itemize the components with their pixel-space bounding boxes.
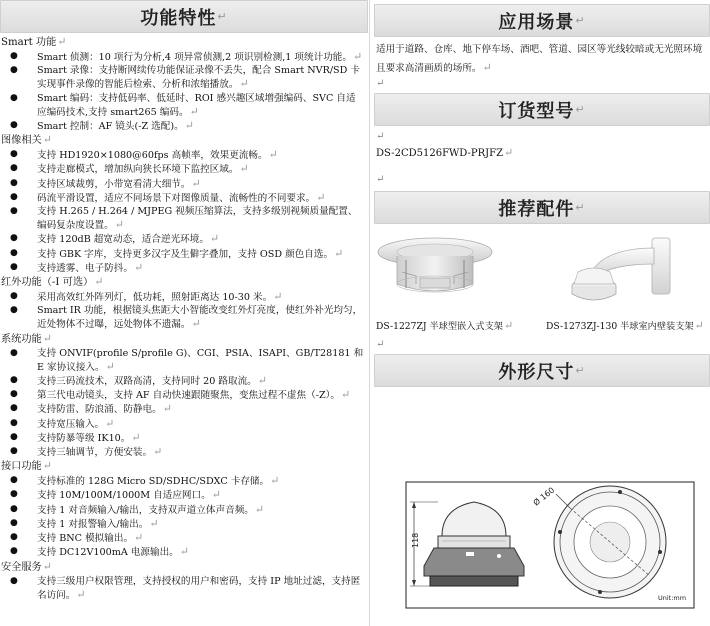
feature-bullet-list (0, 290, 368, 332)
bullet-icon: ● (10, 191, 18, 202)
feature-item: ● 支持 10M/100M/1000M 自适应网口。↵ (10, 488, 221, 502)
feature-item: ● 支持 1 对报警输入/输出。↵ (10, 516, 159, 530)
feature-item: ● 支持 1 对音频输入/输出，支持双声道立体声音频。↵ (10, 502, 265, 516)
order-model-header: 订货型号 ↵ (374, 93, 710, 126)
bullet-icon: ● (10, 417, 18, 428)
bullet-icon: ● (10, 233, 18, 244)
feature-item: ● 支持三轴调节，方便安装。↵ (10, 445, 163, 459)
feature-category: 系统功能↵ (1, 331, 52, 345)
paragraph-mark-icon: ↵ (376, 339, 385, 350)
feature-item: ● 支持防雷、防浪涌、防静电。↵ (10, 402, 172, 416)
feature-item: ● 码流平滑设置，适应不同场景下对图像质量、流畅性的不同要求。↵ (10, 190, 326, 204)
feature-item: ● 支持 GBK 字库，支持更多汉字及生僻字叠加，支持 OSD 颜色自选。↵ (10, 246, 344, 260)
feature-item: ● 支持 120dB 超宽动态，适合逆光环境。↵ (10, 232, 220, 246)
feature-bullet-list (0, 50, 368, 133)
feature-item: ● Smart 控制：AF 镜头(-Z 选配)。↵ (10, 119, 194, 133)
bullet-icon: ● (10, 503, 18, 514)
bullet-icon: ● (10, 446, 18, 457)
bullet-icon: ● (10, 546, 18, 557)
bullet-icon: ● (10, 120, 18, 131)
feature-item: ● 第三代电动镜头，支持 AF 自动快速跟随聚焦，变焦过程不虚焦（-Z）。↵ (10, 388, 351, 402)
feature-bullet-list (0, 474, 368, 559)
bullet-icon: ● (10, 51, 18, 61)
flush-mount-bracket-image (376, 232, 494, 304)
bullet-icon: ● (10, 431, 18, 442)
feature-item: ● 支持三级用户权限管理，支持授权的用户和密码，支持 IP 地址过滤，支持匿名访问。↵ (10, 575, 361, 601)
feature-item: ● 支持宽压输入。↵ (10, 416, 115, 430)
bullet-icon: ● (10, 403, 18, 414)
feature-item: ● Smart IR 功能，根据镜头焦距大小智能改变红外灯亮度，使红外补光均匀，近处物体不过曝，远处物体不遗漏。↵ (10, 305, 363, 331)
features-header: 功能特性 ↵ (0, 0, 368, 33)
accessories-header: 推荐配件 ↵ (374, 191, 710, 224)
feature-item: ● 支持 ONVIF(profile S/profile G)、CGI、PSIA、ISAPI、GB/T28181 和 E 家协议接入。↵ (10, 347, 364, 373)
bullet-icon: ● (10, 206, 18, 217)
feature-category: Smart 功能↵ (1, 35, 67, 48)
feature-category: 红外功能（-I 可选）↵ (1, 275, 104, 289)
accessory-caption: DS-1273ZJ-130 半球室内壁装支架↵ (546, 319, 704, 332)
accessory-caption: DS-1227ZJ 半球型嵌入式支架↵ (376, 319, 514, 332)
feature-item: ● 支持区域裁剪，小带宽看清大细节。↵ (10, 176, 201, 190)
feature-item: ● 支持 H.265 / H.264 / MJPEG 视频压缩算法，支持多级别视频质量配置、编码复杂度设置。↵ (10, 206, 358, 232)
feature-category: 图像相关↵ (1, 133, 52, 147)
bullet-icon: ● (10, 532, 18, 543)
feature-item: ● 支持走廊模式，增加纵向狭长环境下监控区域。↵ (10, 162, 249, 176)
feature-item: ● 支持透雾、电子防抖。↵ (10, 260, 144, 274)
unit-label: Unit:mm (658, 594, 687, 602)
feature-item: ● 支持标准的 128G Micro SD/SDHC/SDXC 卡存储。↵ (10, 474, 280, 488)
bullet-icon: ● (10, 305, 18, 316)
application-header: 应用场景 ↵ (374, 4, 710, 37)
bullet-icon: ● (10, 347, 18, 358)
camera-side-view (424, 502, 524, 586)
feature-item: ● 支持 BNC 模拟输出。↵ (10, 531, 144, 545)
feature-item: ● 采用高效红外阵列灯，低功耗，照射距离达 10-30 米。↵ (10, 290, 283, 304)
height-dimension-label: 118 (411, 532, 420, 548)
model-number: DS-2CD5126FWD-PRJFZ↵ (376, 146, 514, 159)
info-column (374, 0, 710, 626)
bullet-icon: ● (10, 517, 18, 528)
feature-item: ● 支持 HD1920×1080@60fps 高帧率，效果更流畅。↵ (10, 148, 278, 162)
feature-category: 安全服务↵ (1, 559, 52, 573)
accessories-row (374, 224, 710, 334)
bullet-icon: ● (10, 575, 18, 586)
bullet-icon: ● (10, 247, 18, 258)
paragraph-mark-icon: ↵ (376, 78, 385, 89)
bullet-icon: ● (10, 475, 18, 486)
wall-mount-bracket-image (570, 234, 682, 306)
feature-bullet-list (0, 347, 368, 460)
paragraph-mark-icon: ↵ (575, 201, 586, 214)
bullet-icon: ● (10, 149, 18, 160)
feature-bullet-list (0, 148, 368, 275)
bullet-icon: ● (10, 92, 18, 103)
bullet-icon: ● (10, 489, 18, 500)
feature-item: ● 支持防暴等级 IK10。↵ (10, 430, 141, 444)
feature-item: ● 支持 DC12V100mA 电源输出。↵ (10, 545, 189, 559)
paragraph-mark-icon: ↵ (575, 103, 586, 116)
bullet-icon: ● (10, 177, 18, 188)
diameter-dimension-label: Ø 160 (531, 485, 557, 508)
bullet-icon: ● (10, 375, 18, 386)
paragraph-mark-icon: ↵ (217, 10, 228, 23)
paragraph-mark-icon: ↵ (575, 364, 586, 377)
bullet-icon: ● (10, 389, 18, 400)
dimension-drawing (374, 416, 710, 622)
bullet-icon: ● (10, 163, 18, 174)
feature-item: ● Smart 编码：支持低码率、低延时、ROI 感兴趣区域增强编码、SVC 自适应编码技术,支持 smart265 编码。↵ (10, 92, 356, 118)
dimension-diagram (374, 416, 710, 622)
paragraph-mark-icon: ↵ (376, 131, 385, 142)
bullet-icon: ● (10, 291, 18, 302)
application-text: 适用于道路、仓库、地下停车场、酒吧、管道、园区等光线较暗或无光照环境且要求高清画质的场所。↵ (376, 44, 703, 74)
bullet-icon: ● (10, 65, 18, 76)
dimensions-header: 外形尺寸 ↵ (374, 354, 710, 387)
paragraph-mark-icon: ↵ (376, 174, 385, 185)
feature-bullet-list (0, 575, 368, 602)
feature-item: ● Smart 录像：支持断网续传功能保证录像不丢失，配合 Smart NVR/SD 卡实现事件录像的智能后检索、分析和浓缩播放。↵ (10, 65, 360, 91)
feature-item: ● 支持三码流技术，双路高清，支持同时 20 路取流。↵ (10, 374, 267, 388)
bullet-icon: ● (10, 261, 18, 272)
paragraph-mark-icon: ↵ (575, 14, 586, 27)
feature-item: ● Smart 侦测：10 项行为分析,4 项异常侦测,2 项识别检测,1 项统计功能。↵ (10, 50, 363, 63)
column-divider (369, 0, 370, 626)
feature-category: 接口功能↵ (1, 459, 52, 473)
feature-list (0, 35, 368, 602)
